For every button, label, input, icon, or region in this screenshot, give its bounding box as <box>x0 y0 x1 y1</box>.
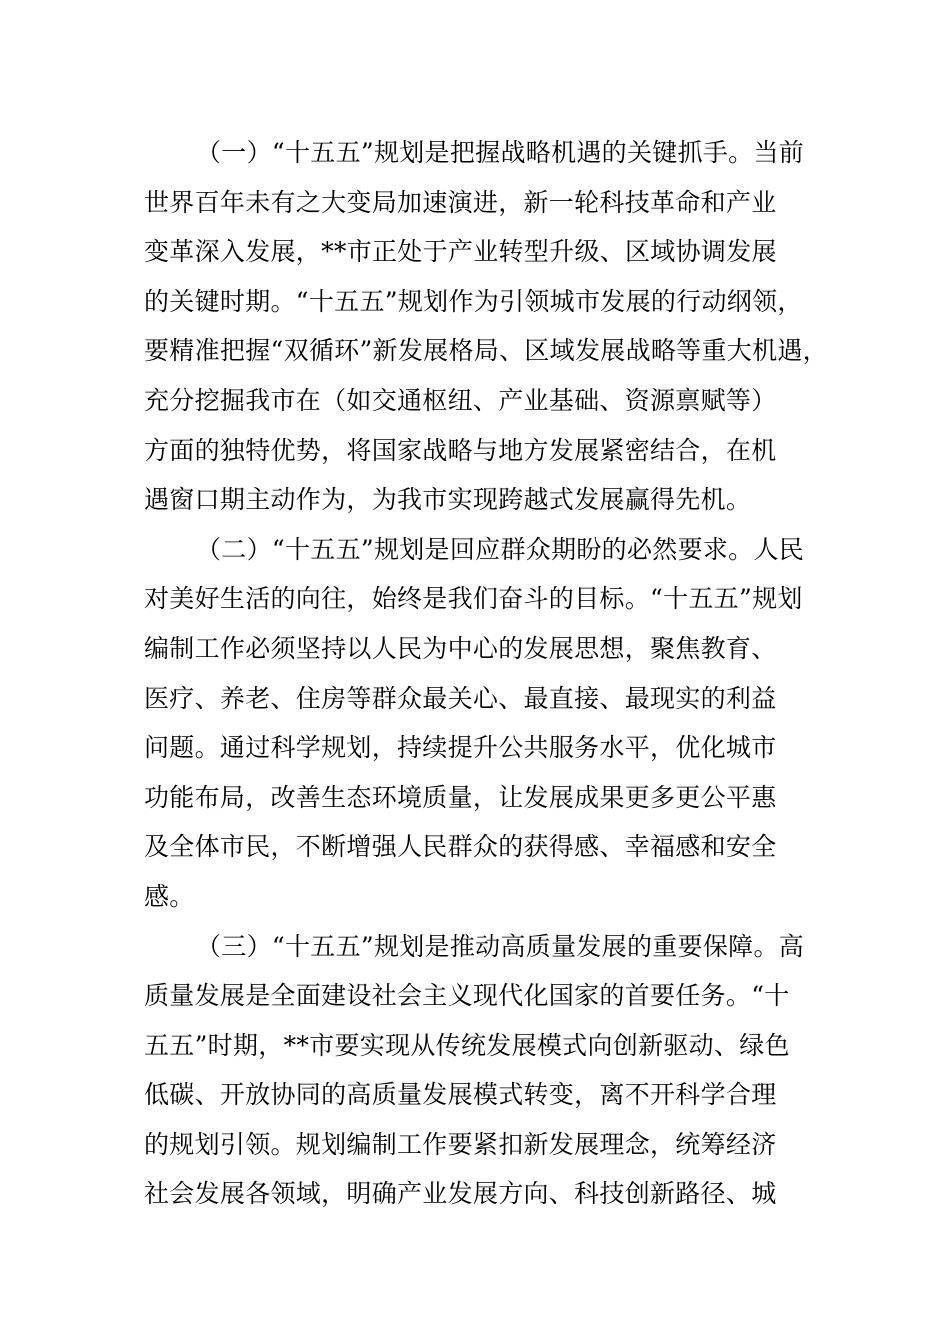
paragraph-1-line-6: 充分挖掘我市在（如交通枢纽、产业基础、资源禀赋等） <box>144 385 777 415</box>
paragraph-2-line-8: 感。 <box>144 881 195 911</box>
paragraph-2-line-7: 及全体市民，不断增强人民群众的获得感、幸福感和安全 <box>144 832 777 862</box>
paragraph-3-line-1: （三）“十五五”规划是推动高质量发展的重要保障。高 <box>196 931 805 961</box>
document-body <box>144 128 828 1219</box>
paragraph-2-line-6: 功能布局，改善生态环境质量，让发展成果更多更公平惠 <box>144 782 777 812</box>
paragraph-1-line-8: 遇窗口期主动作为，为我市实现跨越式发展赢得先机。 <box>144 485 752 515</box>
paragraph-1-line-3: 变革深入发展，**市正处于产业转型升级、区域协调发展 <box>144 237 777 267</box>
paragraph-2-line-3: 编制工作必须坚持以人民为中心的发展思想，聚焦教育、 <box>144 633 777 663</box>
paragraph-1-line-4: 的关键时期。“十五五”规划作为引领城市发展的行动纲领， <box>144 286 803 316</box>
paragraph-1-line-7: 方面的独特优势，将国家战略与地方发展紧密结合，在机 <box>144 435 777 465</box>
paragraph-2-line-5: 问题。通过科学规划，持续提升公共服务水平，优化城市 <box>144 733 777 763</box>
paragraph-3-line-4: 低碳、开放协同的高质量发展模式转变，离不开科学合理 <box>144 1080 777 1110</box>
paragraph-2-line-1: （二）“十五五”规划是回应群众期盼的必然要求。人民 <box>196 534 805 564</box>
paragraph-3-line-3: 五五”时期，**市要实现从传统发展模式向创新驱动、绿色 <box>144 1030 790 1060</box>
paragraph-1-line-5: 要精准把握“双循环”新发展格局、区域发展战略等重大机遇， <box>144 336 828 366</box>
paragraph-3-line-5: 的规划引领。规划编制工作要紧扣新发展理念，统筹经济 <box>144 1129 777 1159</box>
paragraph-3-line-6: 社会发展各领域，明确产业发展方向、科技创新路径、城 <box>144 1179 777 1209</box>
paragraph-1-line-1: （一）“十五五”规划是把握战略机遇的关键抓手。当前 <box>196 138 805 167</box>
paragraph-2-line-2: 对美好生活的向往，始终是我们奋斗的目标。“十五五”规划 <box>144 584 803 614</box>
paragraph-3-line-2: 质量发展是全面建设社会主义现代化国家的首要任务。“十 <box>144 981 790 1011</box>
paragraph-1-line-2: 世界百年未有之大变局加速演进，新一轮科技革命和产业 <box>144 187 777 217</box>
paragraph-2-line-4: 医疗、养老、住房等群众最关心、最直接、最现实的利益 <box>144 683 777 713</box>
